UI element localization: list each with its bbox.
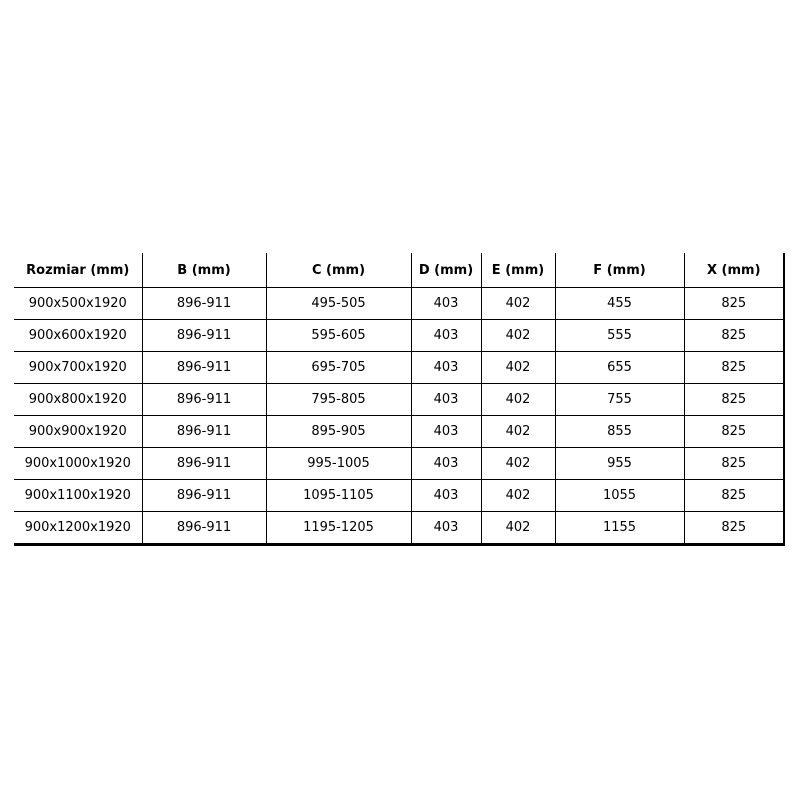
table-row xyxy=(14,288,784,320)
table-cell: 900x800x1920 xyxy=(14,384,142,416)
column-header: Rozmiar (mm) xyxy=(14,253,142,288)
table-cell: 795-805 xyxy=(266,384,411,416)
table-row xyxy=(14,416,784,448)
table-cell: 896-911 xyxy=(142,288,266,320)
table-cell: 825 xyxy=(684,352,784,384)
table-cell: 900x500x1920 xyxy=(14,288,142,320)
table-row xyxy=(14,480,784,512)
table-cell: 1195-1205 xyxy=(266,512,411,545)
table-cell: 900x1100x1920 xyxy=(14,480,142,512)
table-cell: 403 xyxy=(411,480,481,512)
column-header: C (mm) xyxy=(266,253,411,288)
table-cell: 896-911 xyxy=(142,512,266,545)
table-cell: 495-505 xyxy=(266,288,411,320)
table-row xyxy=(14,512,784,545)
table-cell: 825 xyxy=(684,480,784,512)
table-cell: 402 xyxy=(481,288,555,320)
table-header xyxy=(14,253,784,288)
table-cell: 995-1005 xyxy=(266,448,411,480)
column-header: F (mm) xyxy=(555,253,684,288)
table-row xyxy=(14,448,784,480)
column-header: D (mm) xyxy=(411,253,481,288)
table-cell: 403 xyxy=(411,352,481,384)
table-cell: 900x1000x1920 xyxy=(14,448,142,480)
table-cell: 855 xyxy=(555,416,684,448)
table-cell: 900x700x1920 xyxy=(14,352,142,384)
column-header: X (mm) xyxy=(684,253,784,288)
table-cell: 896-911 xyxy=(142,352,266,384)
table-cell: 955 xyxy=(555,448,684,480)
table-cell: 900x600x1920 xyxy=(14,320,142,352)
table-cell: 695-705 xyxy=(266,352,411,384)
table-cell: 825 xyxy=(684,384,784,416)
table-cell: 402 xyxy=(481,320,555,352)
table-cell: 402 xyxy=(481,480,555,512)
table-cell: 825 xyxy=(684,320,784,352)
column-header: E (mm) xyxy=(481,253,555,288)
column-header: B (mm) xyxy=(142,253,266,288)
table-cell: 755 xyxy=(555,384,684,416)
table-cell: 896-911 xyxy=(142,384,266,416)
table-cell: 403 xyxy=(411,288,481,320)
table-cell: 900x1200x1920 xyxy=(14,512,142,545)
table-cell: 896-911 xyxy=(142,416,266,448)
table-cell: 895-905 xyxy=(266,416,411,448)
table-cell: 1155 xyxy=(555,512,684,545)
table-cell: 825 xyxy=(684,288,784,320)
table-row xyxy=(14,352,784,384)
table-row xyxy=(14,384,784,416)
table-cell: 1095-1105 xyxy=(266,480,411,512)
table-cell: 403 xyxy=(411,320,481,352)
table-cell: 403 xyxy=(411,512,481,545)
table-cell: 896-911 xyxy=(142,448,266,480)
table-cell: 900x900x1920 xyxy=(14,416,142,448)
table-cell: 402 xyxy=(481,512,555,545)
table-cell: 555 xyxy=(555,320,684,352)
size-table xyxy=(14,253,785,546)
table-cell: 825 xyxy=(684,448,784,480)
table-cell: 402 xyxy=(481,448,555,480)
table-row xyxy=(14,320,784,352)
table-cell: 1055 xyxy=(555,480,684,512)
table-cell: 403 xyxy=(411,384,481,416)
table-cell: 595-605 xyxy=(266,320,411,352)
table-cell: 825 xyxy=(684,512,784,545)
table-cell: 655 xyxy=(555,352,684,384)
table-cell: 455 xyxy=(555,288,684,320)
table-cell: 402 xyxy=(481,384,555,416)
table-cell: 403 xyxy=(411,448,481,480)
header-row xyxy=(14,253,784,288)
table-cell: 896-911 xyxy=(142,320,266,352)
table-cell: 402 xyxy=(481,352,555,384)
table-cell: 825 xyxy=(684,416,784,448)
table-body xyxy=(14,288,784,545)
table-cell: 896-911 xyxy=(142,480,266,512)
table-cell: 402 xyxy=(481,416,555,448)
table-cell: 403 xyxy=(411,416,481,448)
